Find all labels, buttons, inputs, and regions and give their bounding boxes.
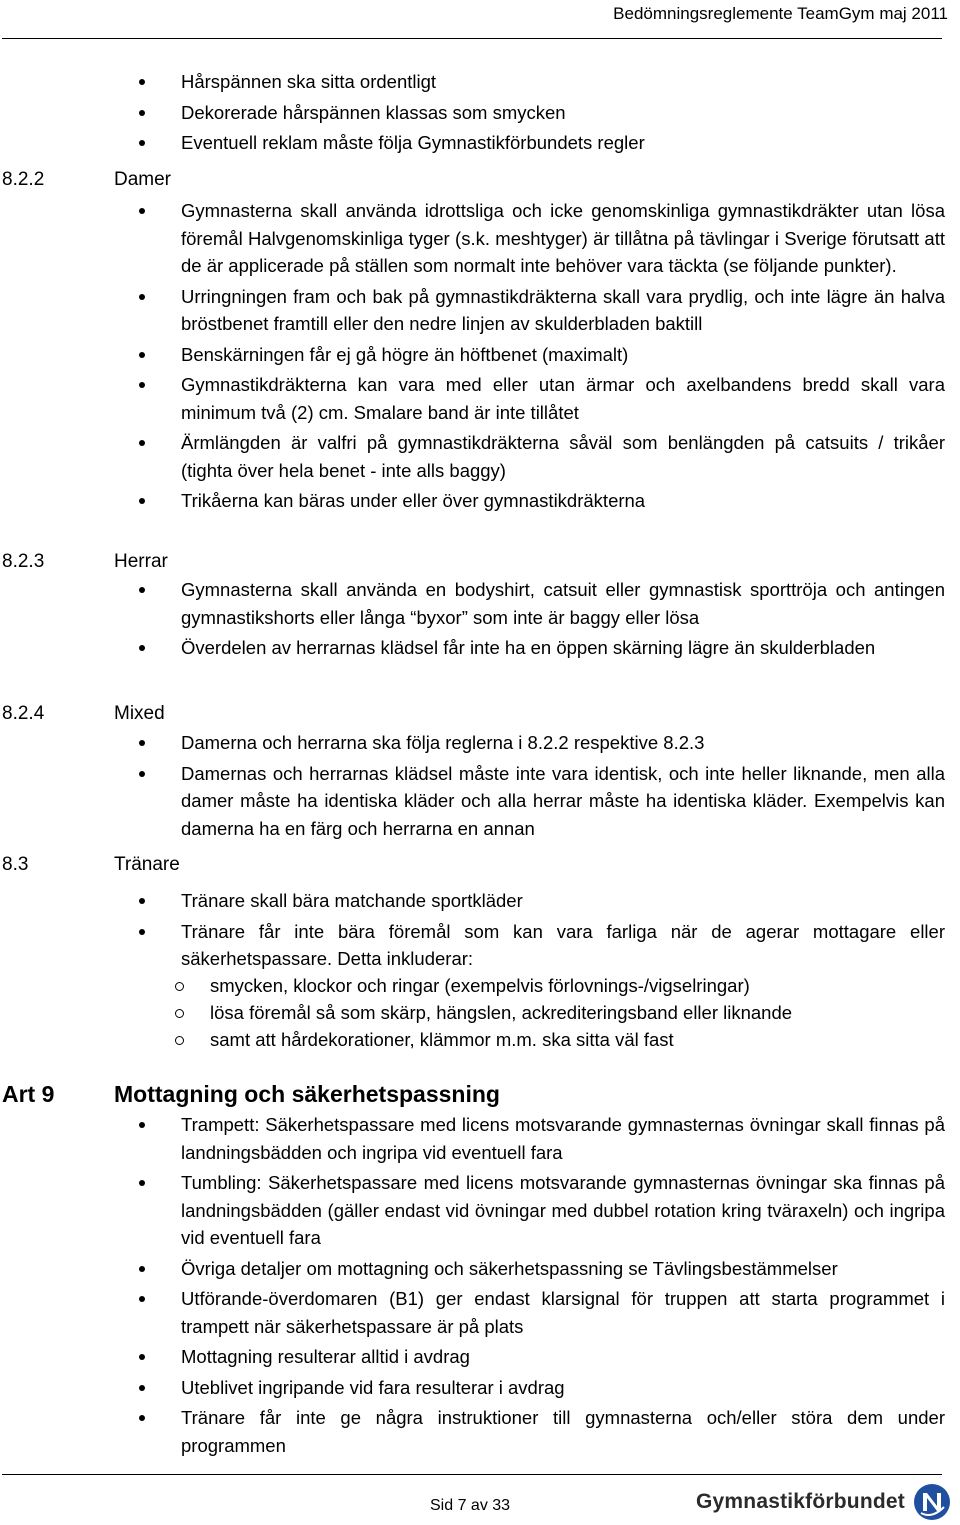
- list-item: Dekorerade hårspännen klassas som smycken: [139, 99, 945, 127]
- list-item: Gymnasterna skall använda idrottsliga och icke genomskinliga gymnastikdräkter utan lösa föremål Halvgenomskinliga tyger (s.k. meshtyger) är tillåtna på tävlingar i Sverige förutsatt att de är applicerade på ställen som normalt inte behöver vara täckta (se följande punkter).: [139, 197, 945, 280]
- list-item: Tränare får inte bära föremål som kan vara farliga när de agerar mottagare eller säkerhetspassare. Detta inkluderar:: [139, 918, 945, 973]
- list-item: Eventuell reklam måste följa Gymnastikförbundets regler: [139, 129, 945, 157]
- section-number: 8.2.3: [2, 551, 45, 572]
- gymnastikforbundet-logo: [696, 1482, 951, 1522]
- section-title: Tränare: [114, 854, 180, 875]
- list-item: Benskärningen får ej gå högre än höftbenet (maximalt): [139, 341, 945, 369]
- herrar-list: [139, 576, 945, 662]
- page-number: Sid 7 av 33: [430, 1497, 511, 1514]
- section-number: 8.2.4: [2, 703, 45, 724]
- list-item: Ärmlängden är valfri på gymnastikdräkterna såväl som benlängden på catsuits / trikåer (tighta över hela benet - inte alls baggy): [139, 429, 945, 484]
- sub-list-item: smycken, klockor och ringar (exempelvis förlovnings-/vigselringar): [174, 972, 934, 999]
- list-item: Överdelen av herrarnas klädsel får inte ha en öppen skärning lägre än skulderbladen: [139, 634, 945, 662]
- list-item: Uteblivet ingripande vid fara resulterar i avdrag: [139, 1374, 945, 1402]
- footer-rule: [2, 1474, 942, 1475]
- section-title: Damer: [114, 169, 172, 190]
- article-title: Mottagning och säkerhetspassning: [114, 1081, 500, 1107]
- list-item: Gymnasterna skall använda en bodyshirt, catsuit eller gymnastisk sporttröja och antingen gymnastikshorts eller långa “byxor” som inte är baggy eller lösa: [139, 576, 945, 631]
- list-item: Mottagning resulterar alltid i avdrag: [139, 1343, 945, 1371]
- list-item: Tränare får inte ge några instruktioner till gymnasterna och/eller störa dem under programmen: [139, 1404, 945, 1459]
- list-item: Trampett: Säkerhetspassare med licens motsvarande gymnasternas övningar skall finnas på landningsbädden och ingripa vid eventuell fara: [139, 1111, 945, 1166]
- list-item: Utförande-överdomaren (B1) ger endast klarsignal för truppen att starta programmet i trampett när säkerhetspassare är på plats: [139, 1285, 945, 1340]
- list-item: Trikåerna kan bäras under eller över gymnastikdräkterna: [139, 487, 945, 515]
- header-rule: [2, 38, 942, 39]
- art9-list: [139, 1111, 945, 1459]
- list-item: Damerna och herrarna ska följa reglerna i 8.2.2 respektive 8.2.3: [139, 729, 945, 757]
- tranare-sublist: [174, 972, 934, 1053]
- section-number: 8.2.2: [2, 169, 45, 190]
- list-item: Urringningen fram och bak på gymnastikdräkterna skall vara prydlig, och inte lägre än halva bröstbenet framtill eller den nedre linjen av skulderbladen baktill: [139, 283, 945, 338]
- section-title: Mixed: [114, 703, 165, 724]
- tranare-list: [139, 887, 945, 973]
- list-item: Gymnastikdräkterna kan vara med eller utan ärmar och axelbandens bredd skall vara minimum två (2) cm. Smalare band är inte tillåtet: [139, 371, 945, 426]
- section-number: 8.3: [2, 854, 29, 875]
- document-title: Bedömningsreglemente TeamGym maj 2011: [613, 4, 948, 23]
- section-title: Herrar: [114, 551, 168, 572]
- logo-text: Gymnastikförbundet: [696, 1490, 905, 1513]
- article-number: Art 9: [2, 1081, 55, 1107]
- list-item: Damernas och herrarnas klädsel måste inte vara identisk, och inte heller liknande, men alla damer måste ha identiska kläder och alla herrar måste ha identiska kläder. Exempelvis kan damerna ha en färg och herrarna en annan: [139, 760, 945, 843]
- mixed-list: [139, 729, 945, 842]
- damer-list: [139, 197, 945, 515]
- list-item: Tränare skall bära matchande sportkläder: [139, 887, 945, 915]
- list-item: Hårspännen ska sitta ordentligt: [139, 68, 945, 96]
- list-item: Tumbling: Säkerhetspassare med licens motsvarande gymnasternas övningar ska finnas på landningsbädden (gäller endast vid övningar med dubbel rotation kring tväraxeln) och ingripa vid eventuell fara: [139, 1169, 945, 1252]
- sub-list-item: lösa föremål så som skärp, hängslen, ackrediteringsband eller liknande: [174, 999, 934, 1026]
- list-item: Övriga detaljer om mottagning och säkerhetspassning se Tävlingsbestämmelser: [139, 1255, 945, 1283]
- gymnastikforbundet-logo-icon: [913, 1483, 951, 1521]
- sub-list-item: samt att hårdekorationer, klämmor m.m. ska sitta väl fast: [174, 1026, 934, 1053]
- intro-list: [139, 68, 945, 157]
